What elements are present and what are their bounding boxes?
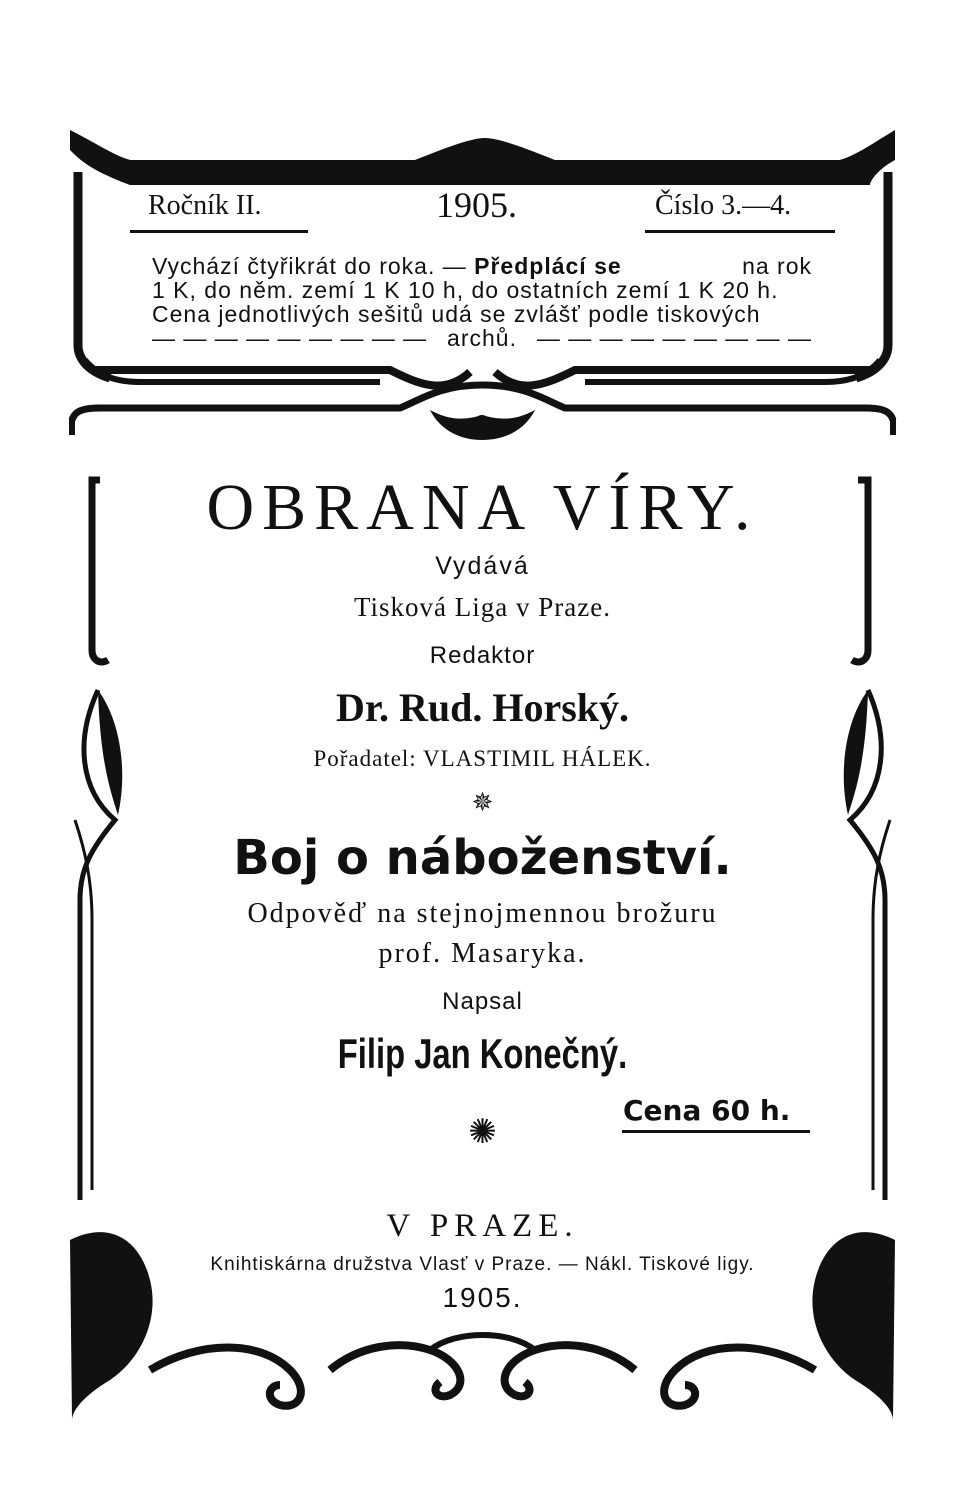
editor-label: Redaktor (429, 642, 536, 669)
notice-emphasis: Předplácí se (474, 253, 622, 279)
publisher-label: Vydává (435, 552, 530, 580)
dash-rule-left: — — — — — — — — — (152, 325, 428, 351)
notice-line-3: Cena jednotlivých sešitů udá se zvlášť podle tiskových (152, 301, 761, 327)
notice-line-2: 1 K, do něm. zemí 1 K 10 h, do ostatních zemí 1 K 20 h. (152, 277, 779, 303)
organizer: Pořadatel: VLASTIMIL HÁLEK. (313, 746, 652, 771)
editor-name: Dr. Rud. Horský. (335, 685, 630, 730)
notice-archu: archů. (447, 325, 517, 351)
notice-line-4 (152, 326, 812, 350)
star-ornament: ✵ (471, 788, 494, 817)
notice-text: Vychází čtyřikrát do roka. — (152, 253, 475, 279)
author-name: Filip Jan Konečný. (337, 1030, 628, 1077)
imprint-year: 1905. (442, 1282, 523, 1313)
imprint-printer: Knihtiskárna družstva Vlasť v Praze. — Nákl. Tiskové ligy. (210, 1254, 755, 1275)
imprint-city: V PRAZE. (386, 1208, 579, 1244)
sun-ornament: ✺ (468, 1114, 497, 1151)
work-subtitle-2: prof. Masaryka. (378, 938, 587, 969)
volume-underline (130, 230, 308, 233)
notice-line-1 (152, 254, 812, 278)
journal-title: OBRANA VÍRY. (206, 471, 759, 544)
issue-underline (645, 230, 835, 233)
work-subtitle-1: Odpověď na stejnojmennou brožuru (247, 898, 718, 929)
issue-number: Číslo 3.—4. (655, 190, 792, 221)
subscription-notice (152, 254, 812, 350)
author-label: Napsal (442, 988, 523, 1015)
work-title: Boj o náboženství. (233, 830, 732, 886)
header-year: 1905. (436, 185, 517, 225)
price: Cena 60 h. (623, 1094, 791, 1127)
dash-rule-right: — — — — — — — — — (536, 325, 812, 351)
publisher-name: Tisková Liga v Praze. (354, 592, 611, 622)
notice-text-end: na rok (742, 253, 812, 279)
volume-label: Ročník II. (148, 190, 262, 221)
